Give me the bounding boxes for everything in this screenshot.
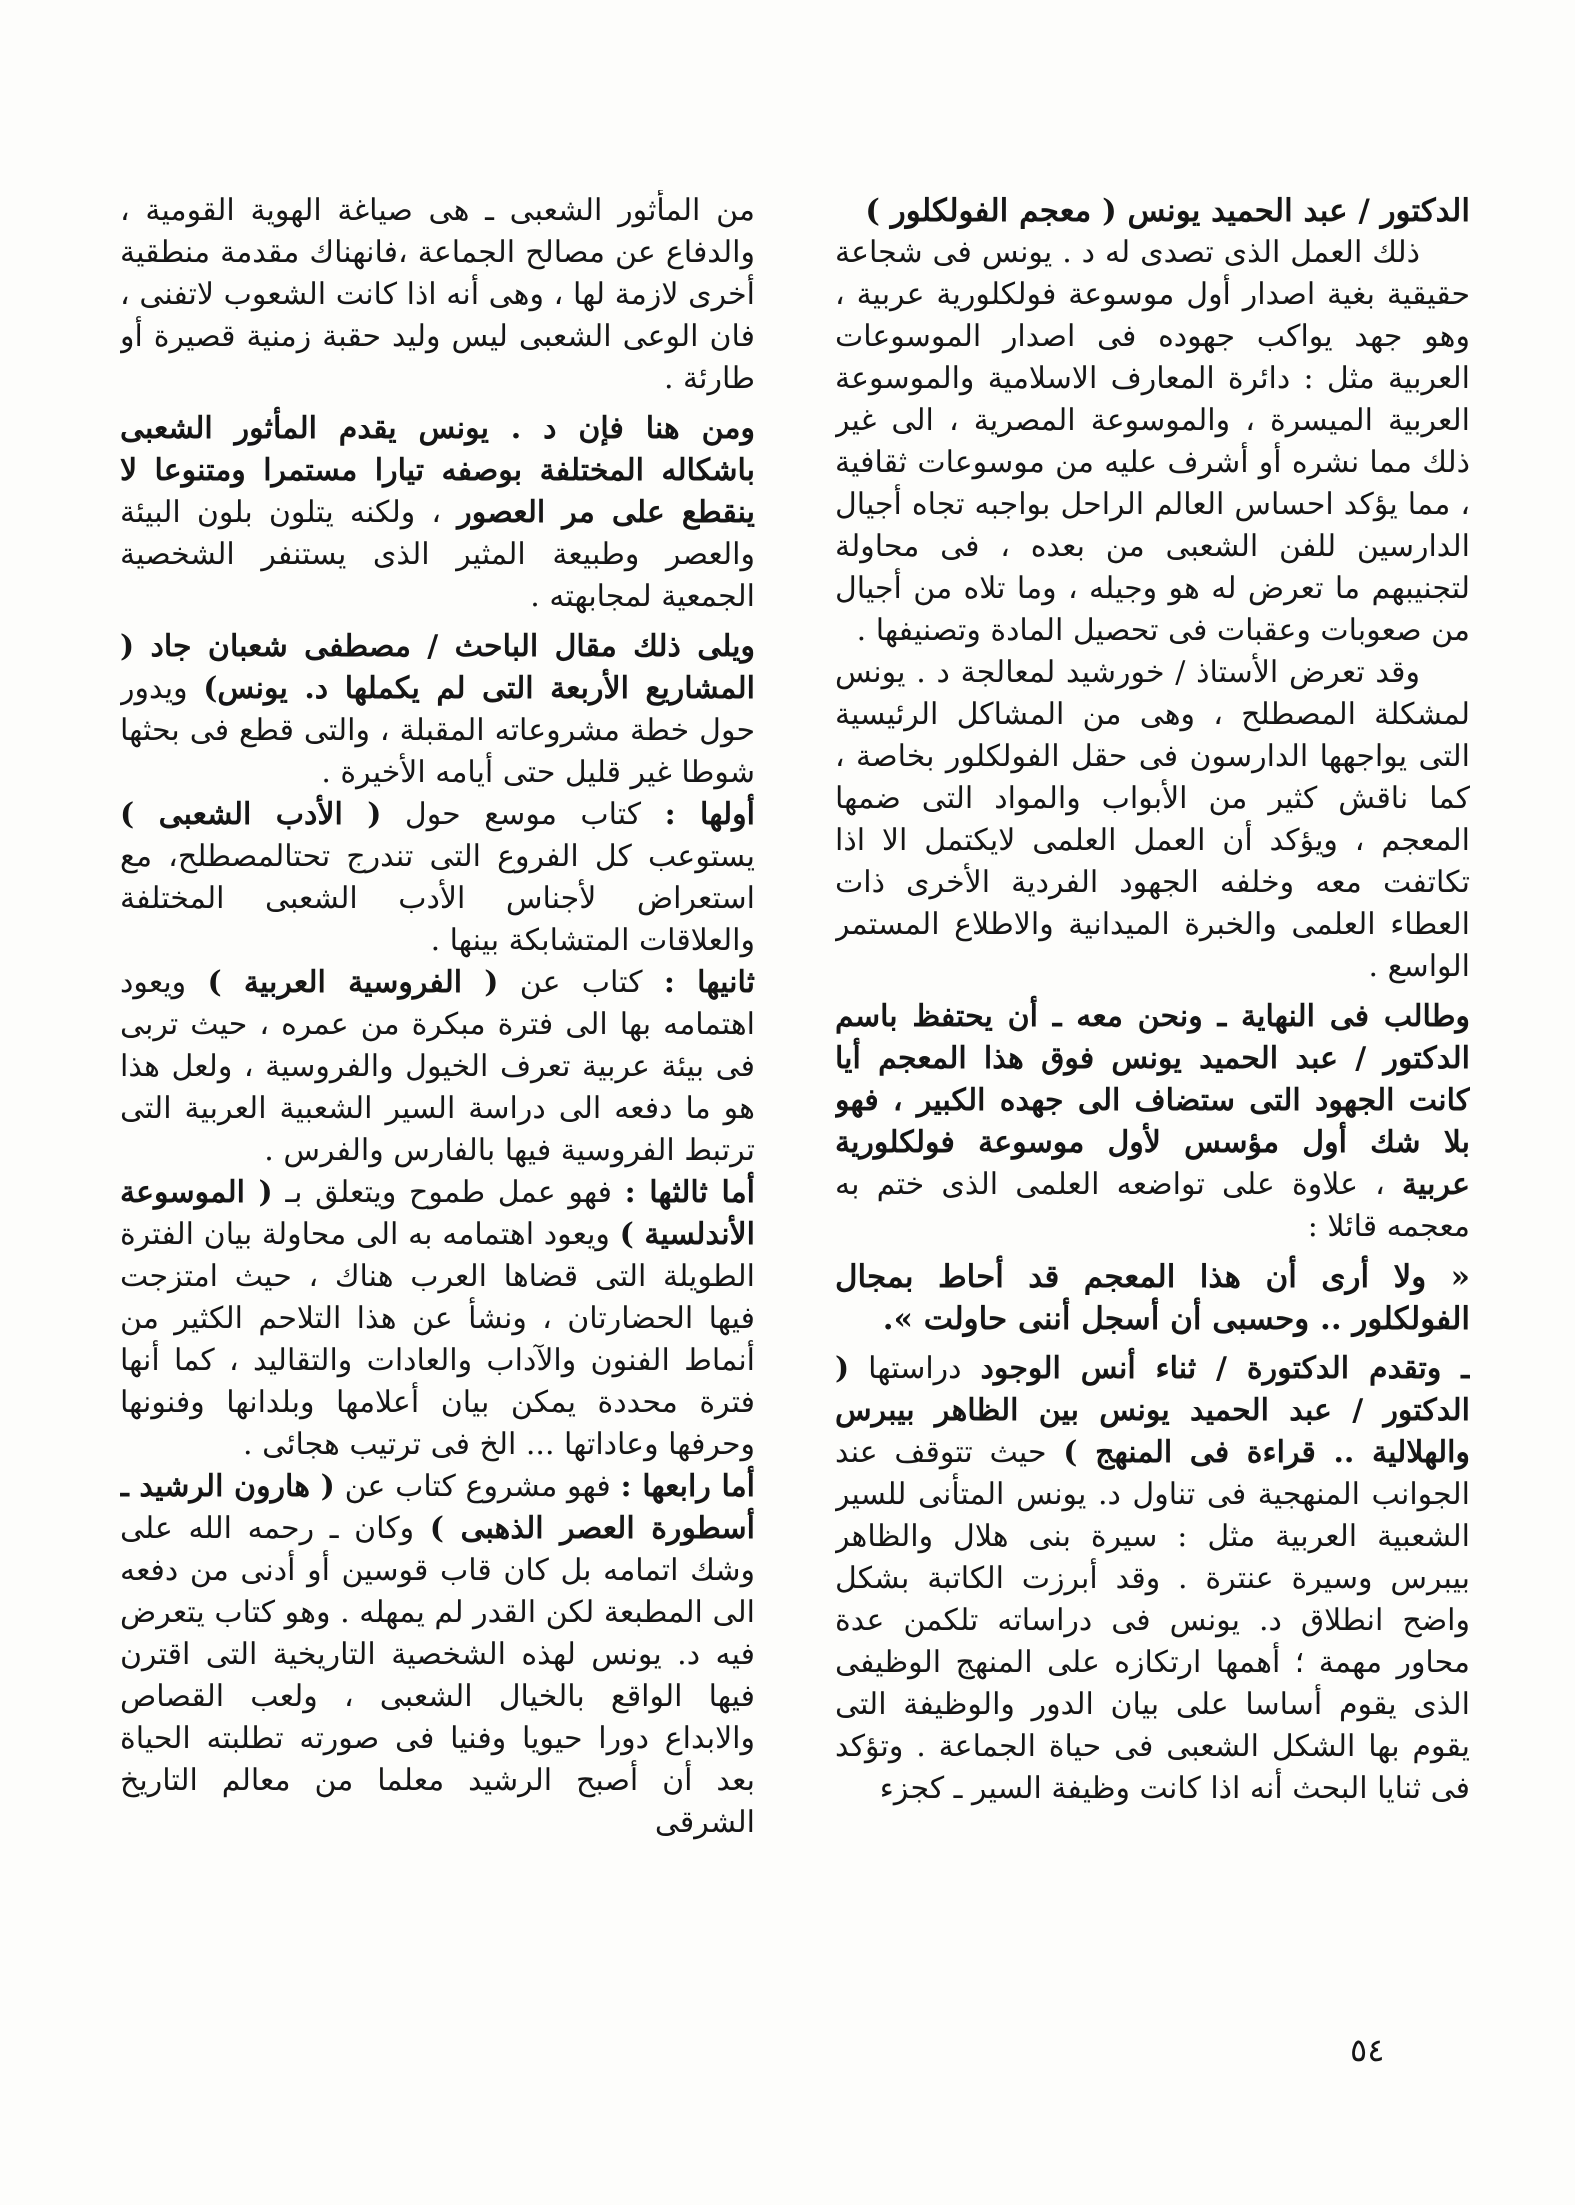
paragraph [120,626,755,794]
list-label: أما رابعها : [620,1469,755,1504]
text: دراستها [868,1351,962,1386]
paragraph [120,408,755,618]
list-label: ثانيها : [663,965,755,1000]
list-label: أولها : [664,797,755,832]
paragraph: وقد تعرض الأستاذ / خورشيد لمعالجة د . يونس لمشكلة المصطلح ، وهى من المشاكل الرئيسية التى يواجهها الدارسون فى حقل الفولكلور بخاصة ، كما ناقش كثير من الأبواب والمواد التى ضمها المعجم ، ويؤكد أن العمل العلمى لايكتمل الا اذا تكاتفت معه وخلفه الجهود الفردية الأخرى ذات العطاء العلمى والخبرة الميدانية والاطلاع المستمر الواسع . [835,655,1470,984]
bold-text: ويلى ذلك مقال الباحث / مصطفى شعبان جاد ( المشاريع الأربعة التى لم يكملها د. يونس) [120,629,755,706]
bold-text: وطالب فى النهاية ـ ونحن معه ـ أن يحتفظ باسم الدكتور / عبد الحميد يونس فوق هذا المعجم أيا كانت الجهود التى ستضاف الى جهده الكبير ، فهو بلا شك أول مؤسس لأول موسوعة فولكلورية عربية [835,999,1470,1202]
text: كتاب موسع حول [404,797,642,832]
book-title: ( هارون الرشيد ـ أسطورة العصر الذهبى ) [120,1469,755,1546]
bold-text: ـ وتقدم الدكتورة / ثناء أنس الوجود [980,1351,1470,1386]
bold-text: ومن هنا فإن د . يونس يقدم المأثور الشعبى باشكاله المختلفة بوصفه تيارا مستمرا ومتنوعا لا ينقطع على مر العصور [120,411,755,530]
quote: « ولا أرى أن هذا المعجم قد أحاط بمجال الفولكلور .. وحسبى أن أسجل أننى حاولت ». [835,1259,1470,1337]
paragraph [835,1348,1470,1810]
left-column [120,190,755,2030]
text: ، علاوة على تواضعه العلمى الذى ختم به معجمه قائلا : [835,1167,1470,1244]
text: فهو مشروع كتاب عن [344,1469,611,1504]
paragraph [120,794,755,962]
book-title: ( الفروسية العربية ) [207,965,499,1000]
paragraph [120,1172,755,1466]
text: يستوعب كل الفروع التى تندرج تحتالمصطلح، مع استعراض لأجناس الأدب الشعبى المختلفة والعلاقات المتشابكة بينها . [120,839,755,958]
list-label: أما ثالثها : [624,1175,755,1210]
text: ويدور حول خطة مشروعاته المقبلة ، والتى قطع فى بحثها شوطا غير قليل حتى أيامه الأخيرة . [120,671,755,790]
text: وكان ـ رحمه الله على وشك اتمامه بل كان قاب قوسين أو أدنى من دفعه الى المطبعة لكن القدر لم يمهله . وهو كتاب يتعرض فيه د. يونس لهذه الشخصية التاريخية التى اقترن فيها الواقع بالخيال الشعبى ، ولعب القصاص والابداع دورا حيويا وفنيا فى صورته تطلبته الحياة بعد أن أصبح الرشيد معلما من معالم التاريخ الشرقى [120,1511,755,1840]
text: ويعود اهتمامه بها الى فترة مبكرة من عمره ، حيث تربى فى بيئة عربية تعرف الخيول والفروسية ، ولعل هذا هو ما دفعه الى دراسة السير الشعبية العربية التى ترتبط الفروسية فيها بالفارس والفرس . [120,965,755,1168]
book-title: ( الأدب الشعبى ) [120,797,382,832]
text: كتاب عن [519,965,643,1000]
paragraph: من المأثور الشعبى ـ هى صياغة الهوية القومية ، والدفاع عن مصالح الجماعة ،فانهناك مقدمة منطقية أخرى لازمة لها ، وهى أنه اذا كانت الشعوب لاتفنى ، فان الوعى الشعبى ليس وليد حقبة زمنية قصيرة أو طارئة . [120,193,755,396]
paragraph [835,996,1470,1248]
paragraph: ذلك العمل الذى تصدى له د . يونس فى شجاعة حقيقية بغية اصدار أول موسوعة فولكلورية عربية ، وهو جهد يواكب جهوده فى اصدار الموسوعات العربية مثل : دائرة المعارف الاسلامية والموسوعة العربية الميسرة ، والموسوعة المصرية ، الى غير ذلك مما نشره أو أشرف عليه من موسوعات ثقافية ، مما يؤكد احساس العالم الراحل بواجبه تجاه أجيال الدارسين للفن الشعبى من بعده ، فى محاولة لتجنيبهم ما تعرض له هو وجيله ، وما تلاه من أجيال من صعوبات وعقبات فى تحصيل المادة وتصنيفها . [835,235,1470,648]
paragraph [120,1466,755,1844]
book-title: ( الموسوعة الأندلسية ) [120,1175,755,1252]
section-heading: الدكتور / عبد الحميد يونس ( معجم الفولكلور ) [865,193,1470,229]
text: ويعود اهتمامه به الى محاولة بيان الفترة الطويلة التى قضاها العرب هناك ، حيث امتزجت فيها الحضارتان ، ونشأ عن هذا التلاحم الكثير من أنماط الفنون والآداب والعادات والتقاليد ، كما أنها فترة محددة يمكن بيان أعلامها وبلدانها وفنونها وحرفها وعاداتها ... الخ فى ترتيب هجائى . [120,1217,755,1462]
text: حيث تتوقف عند الجوانب المنهجية فى تناول د. يونس المتأنى للسير الشعبية العربية مثل : سيرة بنى هلال والظاهر بيبرس وسيرة عنترة . وقد أبرزت الكاتبة بشكل واضح انطلاق د. يونس فى دراساته تلكمن عدة محاور مهمة ؛ أهمها ارتكازه على المنهج الوظيفى الذى يقوم أساسا على بيان الدور والوظيفة التى يقوم بها الشكل الشعبى فى حياة الجماعة . وتؤكد فى ثنايا البحث أنه اذا كانت وظيفة السير ـ كجزء [835,1435,1470,1806]
text: فهو عمل طموح ويتعلق بـ [285,1175,612,1210]
text: ، ولكنه يتلون بلون البيئة والعصر وطبيعة المثير الذى يستنفر الشخصية الجمعية لمجابهته . [120,495,755,614]
paragraph [120,962,755,1172]
bold-text: ( الدكتور / عبد الحميد يونس بين الظاهر بيبرس والهلالية .. قراءة فى المنهج ) [835,1351,1470,1470]
page-number: ٥٤ [1350,2031,1385,2069]
right-column [835,190,1470,2030]
